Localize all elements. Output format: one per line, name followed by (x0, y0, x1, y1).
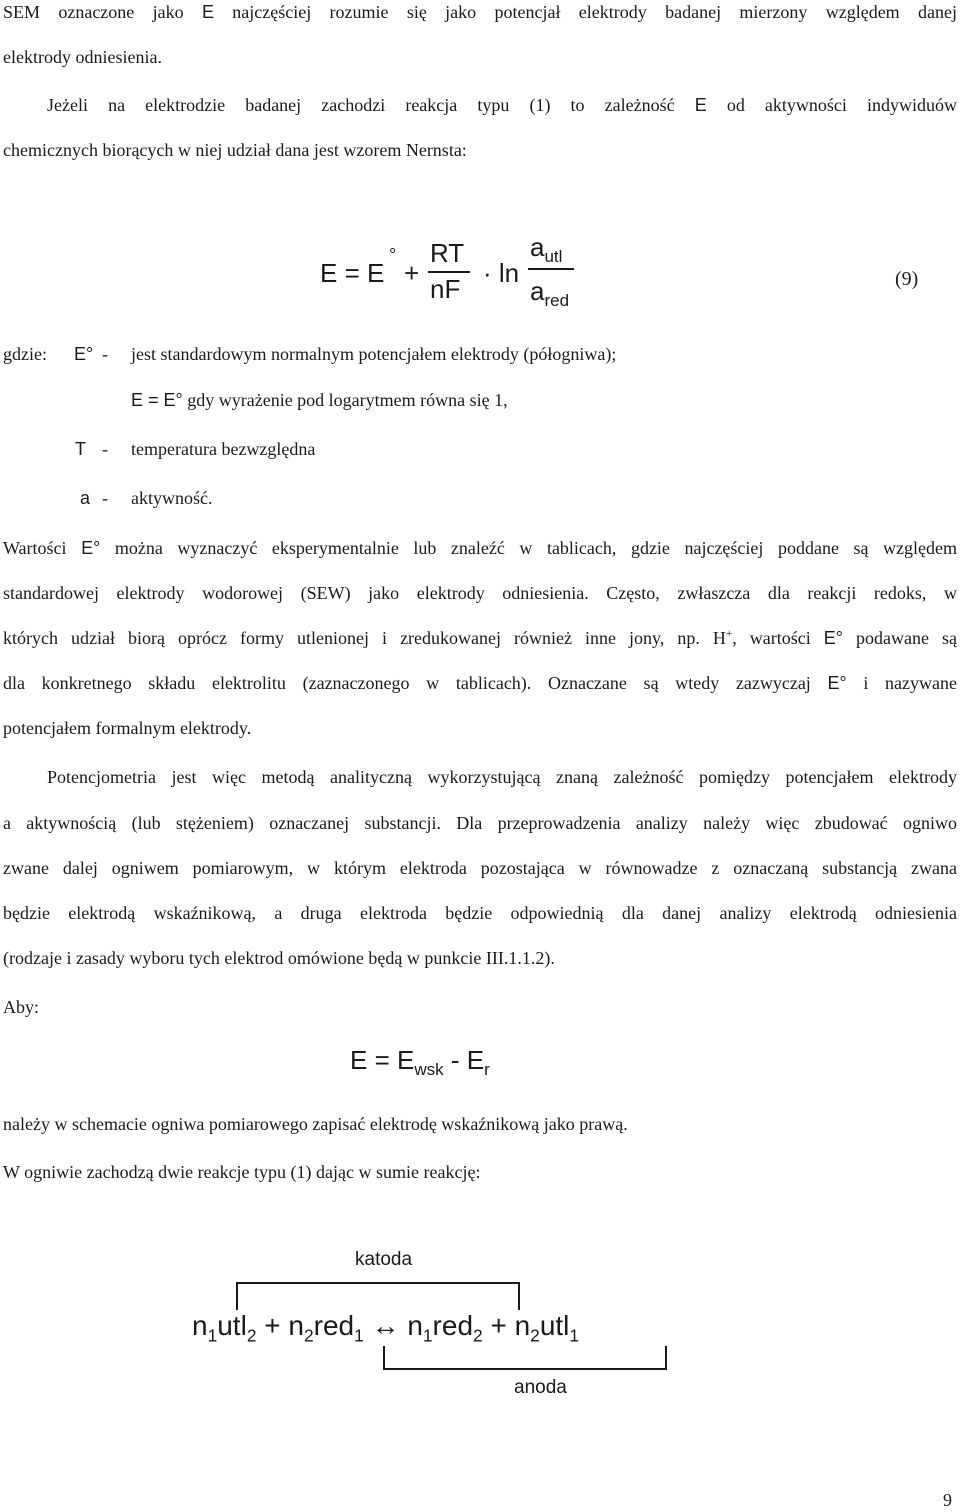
nernst-nf: nF (430, 274, 461, 304)
nernst-plus: + (404, 258, 420, 288)
paragraph-4-line-1: Potencjometria jest więc metodą analityczną wykorzystującą znaną zależność pomiędzy potencjałem elektrody (47, 767, 957, 787)
paragraph-3-line-3: których udział biorą oprócz formy utlenionej i zredukowanej również inne jony, np. H+, wartości E° podawane są (3, 628, 957, 648)
t-text: temperatura bezwzględna (131, 439, 316, 459)
cell-equation: $E = E_{wsk} - E_r$ (350, 1045, 490, 1080)
nernst-lhs: E = E (320, 258, 385, 288)
paragraph-3-line-5: potencjałem formalnym elektrody. (3, 718, 252, 738)
nernst-a-utl: $a_{utl}$ (530, 232, 563, 267)
anoda-bracket (383, 1346, 667, 1370)
paragraph-1-line-1: SEM oznaczone jako E najczęściej rozumie się jako potencjał elektrody badanej mierzony względem danej (3, 2, 957, 22)
paragraph-4-line-3: zwane dalej ogniwem pomiarowym, w którym elektroda pozostająca w równowadze z oznaczaną substancją zwana (3, 858, 957, 878)
equation-number: (9) (895, 268, 919, 290)
paragraph-4-line-4: będzie elektrodą wskaźnikową, a druga elektroda będzie odpowiednią dla danej analizy elektrodą odniesienia (3, 903, 957, 923)
nernst-fraction-bar-1 (428, 271, 470, 273)
e0-dash: - (102, 344, 108, 364)
paragraph-4-line-5: (rodzaje i zasady wyboru tych elektrod omówione będą w punkcie III.1.1.2). (3, 948, 555, 968)
e0-text: jest standardowym normalnym potencjałem elektrody (półogniwa); (131, 344, 617, 364)
a-symbol: a (80, 488, 91, 508)
paragraph-5: należy w schemacie ogniwa pomiarowego zapisać elektrodę wskaźnikową jako prawą. (3, 1114, 628, 1134)
e0-symbol: E° (74, 344, 94, 364)
aby-label: Aby: (3, 997, 39, 1017)
nernst-a-red: $a_{red}$ (530, 276, 570, 311)
katoda-bracket (236, 1282, 520, 1310)
anoda-label: anoda (514, 1377, 567, 1398)
katoda-label: katoda (355, 1249, 413, 1270)
nernst-rt: RT (430, 238, 465, 268)
reaction-equation: $n_1utl_2 + n_2red_1$ ↔ $n_1red_2 + n_2utl_1$ (192, 1310, 580, 1346)
page-number: 9 (943, 1490, 952, 1510)
nernst-fraction-bar-2 (528, 268, 574, 270)
paragraph-2-line-2: chemicznych biorących w niej udział dana jest wzorem Nernsta: (3, 140, 467, 160)
gdzie-label: gdzie: (3, 344, 47, 364)
nernst-ln: · ln (483, 258, 520, 288)
t-dash: - (102, 439, 108, 459)
paragraph-4-line-2: a aktywnością (lub stężeniem) oznaczanej substancji. Dla przeprowadzenia analizy należy więc zbudować ogniwo (3, 813, 957, 833)
paragraph-3-line-2: standardowej elektrody wodorowej (SEW) jako elektrody odniesienia. Często, zwłaszcza dla reakcji redoks, w (3, 583, 957, 603)
paragraph-2-line-1: Jeżeli na elektrodzie badanej zachodzi reakcja typu (1) to zależność E od aktywności indywiduów (47, 95, 957, 115)
a-text: aktywność. (131, 488, 213, 508)
paragraph-1-line-2: elektrody odniesienia. (3, 47, 162, 67)
paragraph-3-line-4: dla konkretnego składu elektrolitu (zaznaczonego w tablicach). Oznaczane są wtedy zazwyczaj E° i nazywane (3, 673, 957, 693)
e0-note: E = E° gdy wyrażenie pod logarytmem równa się 1, (131, 390, 508, 410)
a-dash: - (102, 488, 108, 508)
paragraph-6: W ogniwie zachodzą dwie reakcje typu (1) dając w sumie reakcję: (3, 1162, 481, 1182)
t-symbol: T (75, 439, 86, 459)
nernst-degree: ° (389, 245, 397, 265)
paragraph-3-line-1: Wartości E° można wyznaczyć eksperymentalnie lub znaleźć w tablicach, gdzie najczęściej poddane są względem (3, 538, 957, 558)
